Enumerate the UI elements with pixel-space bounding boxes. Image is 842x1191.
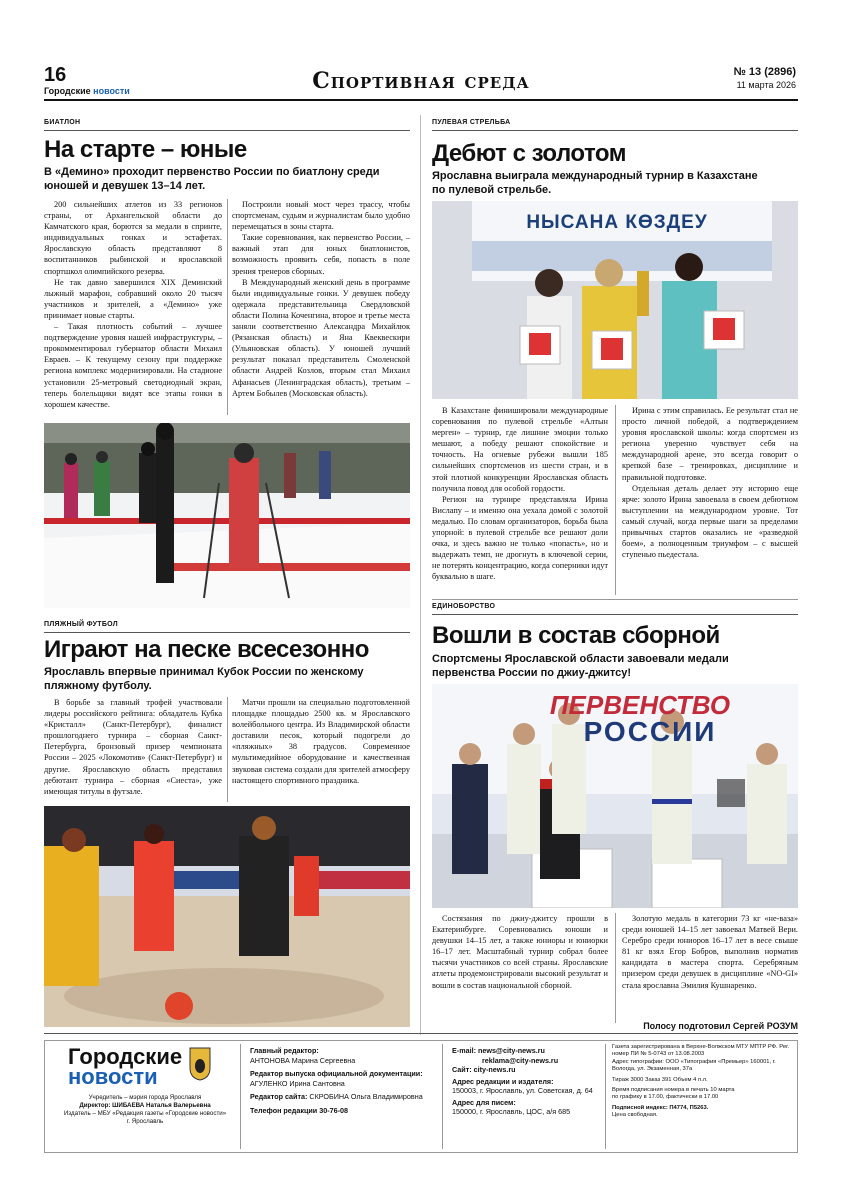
rubric-line [432,130,798,131]
section-title: Спортивная среда [312,68,530,94]
founders-text: Учредитель – мэрия города Ярославля [88,1094,202,1101]
publisher-text: Издатель – МБУ «Редакция газеты «Городские новости» [63,1110,227,1117]
beach-photo-drawing [44,806,410,1027]
printing-house: Адрес типографии: ООО «Типография «Премьер» 160001, г. Вологда, ул. Экзаменная, 37а [612,1058,776,1073]
jujitsu-banner-2: РОССИИ [583,716,717,747]
jujitsu-headline: Вошли в состав сборной [432,622,720,649]
address: 150003, г. Ярославль, ул. Советская, д. 64 [452,1086,593,1095]
shooting-rubric: ПУЛЕВАЯ СТРЕЛЬБА [432,119,511,126]
editorial-phone: Телефон редакции 30-76-08 [250,1105,348,1115]
docs-editor-name: АГУЛЕНКО Ирина Сантовна [250,1078,345,1088]
paragraph: В Казахстане финишировали международные соревнования по пулевой стрельбе «Алтын мерген» – турнир, где лишние эмоции только мешают, а победу решают спокойствие и точность. На огневые рубежи вышли 185 сильнейших спортсменов из шести стран, и в этой плотной конкуренции Ярославская область получила повод для особой гордости. [432,406,608,493]
biathlon-photo-drawing [44,423,410,608]
rubric-line [432,614,798,615]
paragraph: Ирина с этим справилась. Ее результат стал не просто личной победой, а подтверждением уровня ярославской школы: когда спортсмен из региона уверенно чувствует себя на международной арене, это всегда говорит о крепкой базе – тренировках, дисциплине и правильной подготовке. [622,406,798,482]
footer-rule [44,1033,798,1034]
paragraph: Золотую медаль в категории 73 кг «не-ваза» среди юношей 14–15 лет завоевал Матвей Вери. Серебро среди юниоров 16–17 лет в весе свыше 81 кг взял Егор Бобров, выполнив норматив кандидата в мастера спорта. Серебряным призером среди девушек в дисциплине «NO-GI» стала ярославна Эмилия Кушнаренко. [622,914,798,990]
footer-divider [605,1044,606,1149]
director-text: Директор: ШИБАЕВА Наталья Валерьевна [79,1102,211,1109]
shooting-banner: НЫСАНА КӨЗДЕУ [526,212,708,233]
jujitsu-banner-1: ПЕРВЕНСТВО [549,690,731,720]
sign-time-1: Время подписания номера в печать 10 марта [612,1087,735,1094]
page-credit: Полосу подготовил Сергей РОЗУМ [643,1021,798,1031]
site-editor-label: Редактор сайта: [250,1092,308,1101]
section-rule [432,599,798,600]
post-address-label: Адрес для писем: [452,1097,516,1107]
rubric-line [44,130,410,131]
footer-divider [240,1044,241,1149]
shooting-lead: Ярославна выиграла международный турнир в Казахстане по пулевой стрельбе. [432,170,758,196]
paragraph: – Такая плотность событий – лучшее подтверждение уровня нашей инфраструктуры, – прокомментировал губернатор области Михаил Евраев. – К текущему сезону при поддержке региона комплекс модернизировали. На стадионе установили 25-метровый светодиодный экран, теперь болельщики видят все этапы гонки в хорошем качестве. [44,322,222,409]
paragraph: Состязания по джиу-джитсу прошли в Екатеринбурге. Соревновались юноши и девушки 14–15 лет, а также юниоры и юниорки 16–17 лет. Масштабный турнир собрал более тысячи участников со всей страны. Ярославские атлеты продемонстрировали высокий результат и вошли в состав национальной сборной. [432,914,608,990]
jujitsu-col1 [432,913,608,991]
subscription-index: Подписной индекс: П4774, П5263. [612,1104,709,1111]
footer-divider [442,1044,443,1149]
issue-number: № 13 (2896) [733,66,796,78]
editor-name: АНТОНОВА Марина Сергеевна [250,1055,356,1065]
post-address: 150000, г. Ярославль, ЦОС, а/я 685 [452,1107,571,1116]
paragraph: Не так давно завершился XIX Деминский лыжный марафон, собравший около 20 тысяч участников и зрителей, а «Демино» уже принимает новые старты. [44,277,222,320]
jujitsu-rubric: ЕДИНОБОРСТВО [432,603,496,610]
brand-part2: новости [93,86,130,96]
paragraph: Матчи прошли на специально подготовленной площадке площадью 2500 кв. м Ярославского волейбольного центра. Из Владимирской области доставили песок, который подогрели до «пляжных» 38 градусов. Современное мультимедийное оборудование и качественная звуковая система создали для зрителей атмосферу настоящего спортивного праздника. [232,698,410,785]
registration-text: Газета зарегистрирована в Верхне-Волжском МТУ МПТР РФ. Рег. номер ПИ № 5-0743 от 13.08.2003 [612,1044,790,1058]
biathlon-col1 [44,199,222,410]
email[interactable]: E-mail: news@city-news.ru [452,1046,545,1055]
page-number: 16 [44,64,67,86]
paragraph: 200 сильнейших атлетов из 33 регионов страны, от Архангельской области до Камчатского края, борются за медали в спринте, индивидуальных гонках и эстафетах. Ярославскую область представляют 8 воспитанников рыбинской и ярославской спортшкол олимпийского резерва. [44,200,222,276]
coat-of-arms-icon [188,1046,212,1082]
brand-part1: Городские [44,86,94,96]
biathlon-lead: В «Демино» проходит первенство России по биатлону среди юношей и девушек 13–14 лет. [44,166,380,192]
footer-founders [60,1094,230,1126]
jujitsu-lead: Спортсмены Ярославской области завоевали медали первенства России по джиу-джитсу! [432,653,729,679]
sign-time-2: по графику в 17.00, фактически в 17.00 [612,1094,719,1101]
footer-registration [612,1044,794,1120]
site-editor-name: СКРОБИНА Ольга Владимировна [309,1092,423,1101]
footer-logo-1: Городские [68,1044,183,1069]
column-divider [227,697,228,802]
beach-col2 [232,697,410,786]
email-ads[interactable]: reklama@city-news.ru [482,1055,559,1065]
address-label: Адрес редакции и издателя: [452,1076,554,1086]
shooting-col1 [432,405,608,583]
city-text: г. Ярославль [126,1118,164,1125]
footer-contacts [452,1046,602,1117]
header-rule [44,99,798,101]
paragraph: В борьбе за главный трофей участвовали лидеры российского рейтинга: обладатель Кубка «Кристалл» (Санкт-Петербург), финалист прошлогоднего турнира – сборная Санкт-Петербурга, бронзовый призер чемпионата России – 2025 «Локомотив» (Санкт-Петербург) и другие. Ярославскую область представил дебютант турнира – сборная «Сиеста», уже имеющая титулы в футзале. [44,698,222,796]
beach-lead: Ярославль впервые принимал Кубок России по женскому пляжному футболу. [44,666,364,692]
shooting-headline: Дебют с золотом [432,140,627,167]
column-divider [615,405,616,595]
beach-col1 [44,697,222,797]
column-divider [615,913,616,1023]
paragraph: Регион на турнире представляла Ирина Вислапу – и именно она уехала домой с золотой медалью. По словам организаторов, борьба была упорной: в пулевой стрельбе все решают доли очка, и здесь важно не только «попасть», но и выдержать темп, не дрогнуть в ключевой серии, не потерять концентрацию, когда соперники идут буквально в шаге. [432,494,608,582]
biathlon-headline: На старте – юные [44,136,247,163]
website[interactable]: Сайт: city-news.ru [452,1065,516,1074]
beach-headline: Играют на песке всесезонно [44,636,369,663]
beach-rubric: ПЛЯЖНЫЙ ФУТБОЛ [44,621,118,628]
paragraph: Отдельная деталь делает эту историю еще ярче: золото Ирина завоевала в своем дебютном выступлении на международном уровне. Тот самый случай, когда первые шаги за пределами привычных стартов оказались не «разведкой боем», а полноценным триумфом – с высшей ступенью пьедестала. [622,483,798,560]
biathlon-col2 [232,199,410,399]
print-run: Тираж 3000 Заказ 391 Объем 4 п.л. [612,1076,708,1083]
jujitsu-col2 [622,913,798,991]
footer-logo-2: новости [68,1064,158,1089]
biathlon-rubric: БИАТЛОН [44,119,81,126]
price: Цена свободная. [612,1112,658,1119]
paragraph: Построили новый мост через трассу, чтобы спортсменам, судьям и журналистам было удобно перемещаться в зоны старта. [232,200,410,232]
biathlon-photo [44,423,410,608]
footer-editors [250,1046,435,1115]
beach-photo [44,806,410,1027]
docs-editor-label: Редактор выпуска официальной документации: [250,1069,423,1078]
column-divider [227,199,228,415]
paragraph: Такие соревнования, как первенство России, – важный этап для юных биатлонистов, возможность проявить себя, попасть в поле зрения тренеров сборных. [232,233,410,276]
editor-label: Главный редактор: [250,1046,319,1055]
issue-date: 11 марта 2026 [736,80,796,90]
rubric-line [44,632,410,633]
shooting-col2 [622,405,798,560]
paragraph: В Международный женский день в программе были индивидуальные гонки. У девушек победу одержала представительница Свердловской области Полина Коченгина, второе и третье места заняли соответственно Александра Михайлюк (Рязанская область) и Яна Квеквескири (Ульяновская область). У юношей лучший результат показал представитель Смоленской области Андрей Козлов, вторым стал Михаил Афанасьев (Ленинградская область), третьим – Артем Бобылев (Московская область). [232,277,410,398]
page-column-divider [420,115,421,1035]
